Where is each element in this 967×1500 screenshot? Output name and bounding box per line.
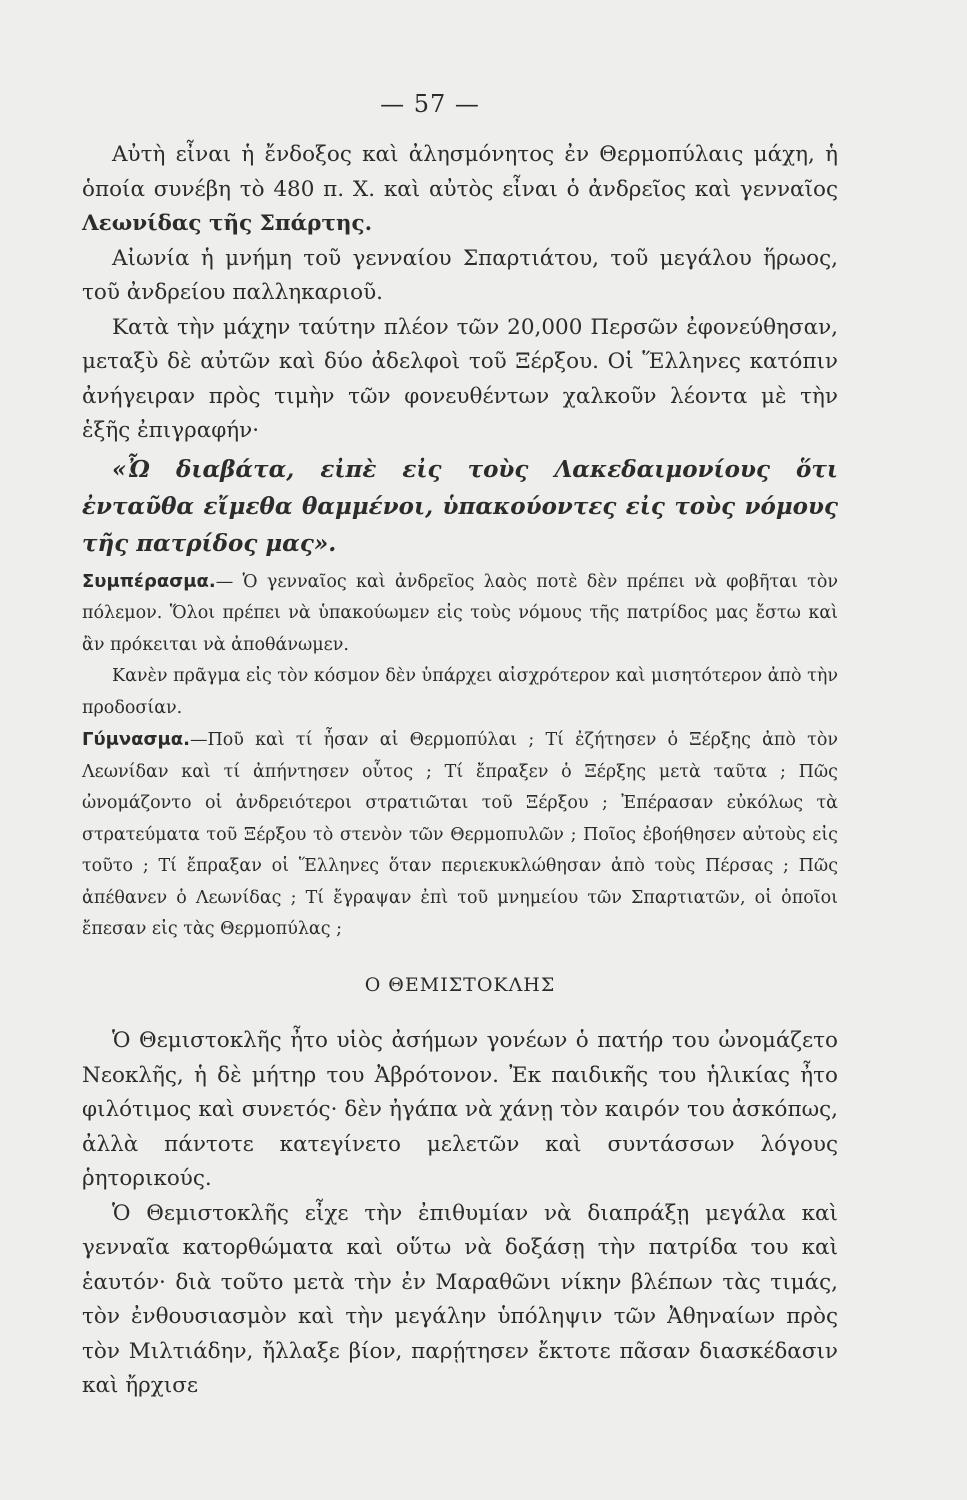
- page-number: — 57 —: [380, 90, 480, 118]
- leonidas-paragraph-3: Κατὰ τὴν μάχην ταύτην πλέον τῶν 20,000 Περσῶν ἐφονεύθησαν, μεταξὺ δὲ αὐτῶν καὶ δύο ἀδελφοὶ τοῦ Ξέρξου. Οἱ Ἕλληνες κατόπιν ἀνήγειραν πρὸς τιμὴν τῶν φονευθέντων χαλκοῦν λέοντα μὲ τὴν ἑξῆς ἐπιγραφήν·: [82, 314, 838, 443]
- epigram-quote: «Ὦ διαβάτα, εἰπὲ εἰς τοὺς Λακεδαιμονίους ὅτι ἐνταῦθα εἴμεθα θαμμένοι, ὑπακούοντες εἰς τοὺς νόμους τῆς πατρίδος μας».: [82, 455, 838, 557]
- conclusion-paragraph-2: Κανὲν πρᾶγμα εἰς τὸν κόσμον δὲν ὑπάρχει αἰσχρότερον καὶ μισητότερον ἀπὸ τὴν προδοσίαν.: [82, 666, 838, 718]
- conclusion-paragraph: [82, 566, 838, 662]
- conclusion-text: — Ὁ γενναῖος καὶ ἀνδρεῖος λαὸς ποτὲ δὲν πρέπει νὰ φοβῆται τὸν πόλεμον. Ὅλοι πρέπει νὰ ὑπακούωμεν εἰς τοὺς νόμους τῆς πατρίδος μας ἔστω καὶ ἂν πρόκειται νὰ ἀποθάνωμεν.: [82, 571, 838, 655]
- page-body: [82, 138, 838, 1404]
- leonidas-paragraph-1: [82, 138, 838, 242]
- leonidas-name-bold: Λεωνίδας τῆς Σπάρτης.: [82, 211, 373, 236]
- leonidas-p1-text: Αὐτὴ εἶναι ἡ ἔνδοξος καὶ ἀλησμόνητος ἐν Θερμοπύλαις μάχη, ἡ ὁποία συνέβη τὸ 480 π. Χ. καὶ αὐτὸς εἶναι ὁ ἀνδρεῖος καὶ γενναῖος: [82, 142, 838, 202]
- themistocles-paragraph-1: Ὁ Θεμιστοκλῆς ἦτο υἱὸς ἀσήμων γονέων ὁ πατήρ του ὠνομάζετο Νεοκλῆς, ἡ δὲ μήτηρ του Ἀβρότονον. Ἐκ παιδικῆς του ἡλικίας ἦτο φιλότιμος καὶ συνετός· δὲν ἠγάπα νὰ χάνῃ τὸν καιρόν του ἀσκόπως, ἀλλὰ πάντοτε κατεγίνετο μελετῶν καὶ συντάσσων λόγους ῥητορικούς.: [82, 1028, 838, 1191]
- leonidas-paragraph-2: Αἰωνία ἡ μνήμη τοῦ γενναίου Σπαρτιάτου, τοῦ μεγάλου ἥρωος, τοῦ ἀνδρείου παλληκαριοῦ.: [82, 245, 838, 305]
- exercise-label: Γύμνασμα.: [82, 729, 190, 750]
- exercise-paragraph: [82, 724, 838, 946]
- section-heading: Ο ΘΕΜΙΣΤΟΚΛΗΣ: [364, 973, 556, 996]
- themistocles-paragraph-2: Ὁ Θεμιστοκλῆς εἶχε τὴν ἐπιθυμίαν νὰ διαπράξῃ μεγάλα καὶ γενναῖα κατορθώματα καὶ οὕτω νὰ δοξάσῃ τὴν πατρίδα του καὶ ἑαυτόν· διὰ τοῦτο μετὰ τὴν ἐν Μαραθῶνι νίκην βλέπων τὰς τιμάς, τὸν ἐνθουσιασμὸν καὶ τὴν μεγάλην ὑπόληψιν τῶν Ἀθηναίων πρὸς τὸν Μιλτιάδην, ἤλλαξε βίον, παρῄτησεν ἔκτοτε πᾶσαν διασκέδασιν καὶ ἤρχισε: [82, 1200, 838, 1398]
- exercise-text: —Ποῦ καὶ τί ἦσαν αἱ Θερμοπύλαι ; Τί ἐζήτησεν ὁ Ξέρξης ἀπὸ τὸν Λεωνίδαν καὶ τί ἀπήντησεν οὗτος ; Τί ἔπραξεν ὁ Ξέρξης μετὰ ταῦτα ; Πῶς ὠνομάζοντο οἱ ἀνδρειότεροι στρατιῶται τοῦ Ξέρξου ; Ἐπέρασαν εὐκόλως τὰ στρατεύματα τοῦ Ξέρξου τὸ στενὸν τῶν Θερμοπυλῶν ; Ποῖος ἐβοήθησεν αὐτοὺς εἰς τοῦτο ; Τί ἔπραξαν οἱ Ἕλληνες ὅταν περιεκυκλώθησαν ἀπὸ τοὺς Πέρσας ; Πῶς ἀπέθανεν ὁ Λεωνίδας ; Τί ἔγραψαν ἐπὶ τοῦ μνημείου τῶν Σπαρτιατῶν, οἱ ὁποῖοι ἔπεσαν εἰς τὰς Θερμοπύλας ;: [82, 730, 838, 939]
- conclusion-label: Συμπέρασμα.: [82, 570, 216, 592]
